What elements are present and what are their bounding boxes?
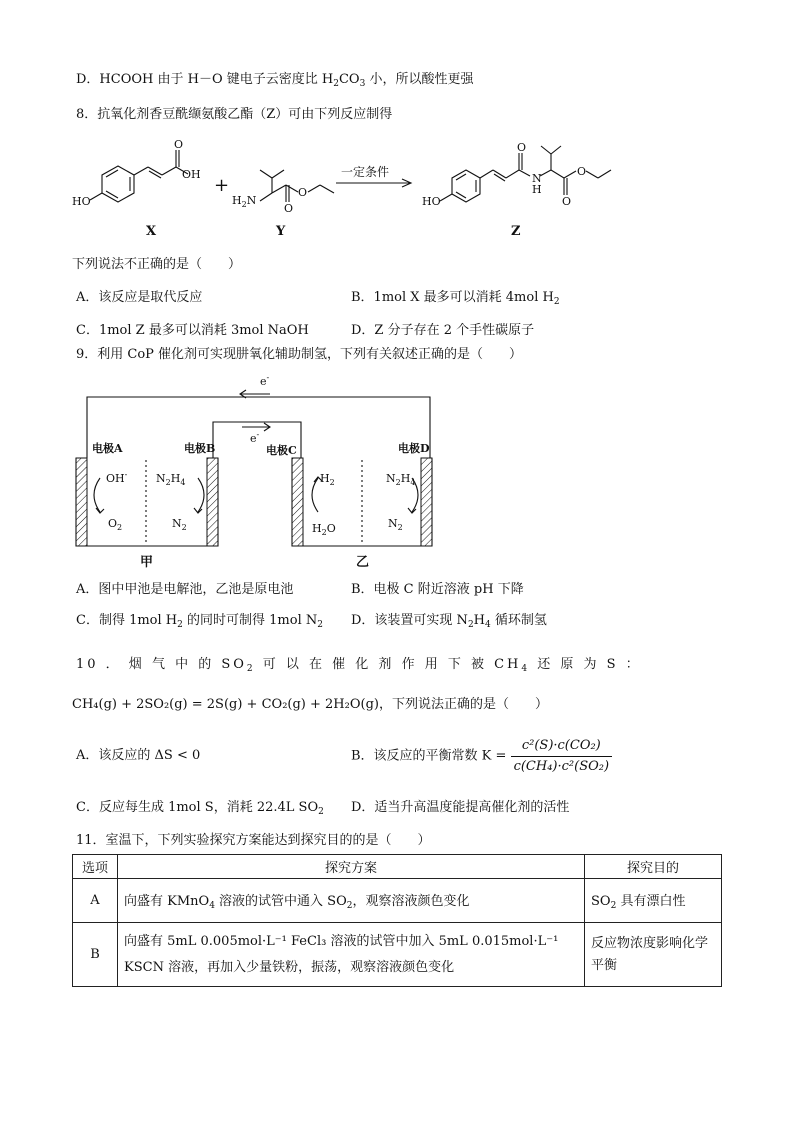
- q8-option-c: C．1mol Z 最多可以消耗 3mol NaOH: [76, 323, 309, 338]
- q10-option-b: [351, 736, 612, 777]
- subscript: 3: [359, 79, 366, 89]
- formula-part: CO: [338, 72, 360, 87]
- q10-option-b-text: B．该反应的平衡常数 K =: [351, 748, 507, 764]
- y-o-label: O: [284, 202, 294, 215]
- z-o-label: O: [517, 141, 527, 154]
- table-row: [73, 923, 722, 987]
- row-a-plan: [118, 879, 585, 923]
- header-option: 选项: [73, 855, 118, 879]
- electrode-b-label: 电极B: [184, 442, 216, 455]
- y-h2n-label: $H_2N$: [232, 194, 257, 209]
- electrode-c: [292, 458, 303, 546]
- z-h-label: H: [532, 183, 542, 196]
- label-z: Z: [511, 224, 521, 239]
- fraction-numerator: c²(S)·c(CO₂): [511, 736, 612, 757]
- subscript: 2: [246, 664, 256, 674]
- q9-option-d-end: 循环制氢: [490, 613, 547, 628]
- z-ester-o-label: O: [577, 165, 587, 178]
- plan-line-1: 向盛有 5mL 0.005mol·L⁻¹ FeCl₃ 溶液的试管中加入 5mL 0.015mol·L⁻¹: [124, 933, 559, 949]
- row-b-plan: [118, 923, 585, 987]
- oh-label: OH-: [106, 470, 128, 485]
- q10-option-c-text: C．反应每生成 1mol S，消耗 22.4L SO: [76, 800, 319, 815]
- plan-text: 向盛有 KMnO: [124, 894, 210, 909]
- q11-stem: 11．室温下，下列实验探究方案能达到探究目的的是（ ）: [76, 833, 431, 848]
- y-ester-o-label: O: [298, 186, 308, 199]
- table-row: [73, 879, 722, 923]
- n2-left-label: $N_2$: [172, 517, 187, 532]
- x-oh-label: OH: [182, 168, 201, 181]
- q11-table: [72, 854, 722, 987]
- cell-jia-label: 甲: [140, 555, 154, 570]
- q8-option-b-text: B．1mol X 最多可以消耗 4mol H: [351, 290, 554, 305]
- subscript: 2: [177, 620, 183, 630]
- header-goal: 探究目的: [585, 855, 722, 879]
- label-x: X: [146, 224, 157, 239]
- q9-option-a: A．图中甲池是电解池，乙池是原电池: [76, 582, 294, 597]
- z-ho-label: HO: [422, 195, 441, 208]
- q10-stem-part2: 可 以 在 催 化 剂 作 用 下 被 CH: [255, 657, 522, 672]
- q9-option-c-mid: 的同时可制得 1mol N: [182, 613, 318, 628]
- row-b-goal: 反应物浓度影响化学平衡: [585, 923, 722, 987]
- x-ho-label: HO: [72, 195, 91, 208]
- reaction-condition: 一定条件: [341, 165, 390, 179]
- n2h4-left-label: $N_2H_4$: [156, 472, 186, 487]
- fraction-denominator: c(CH₄)·c²(SO₂): [513, 759, 610, 774]
- subscript: 2: [346, 901, 353, 911]
- formula-part: H: [473, 613, 486, 628]
- electrode-d-label: 电极D: [398, 442, 430, 455]
- header-plan: 探究方案: [118, 855, 585, 879]
- q9-option-c-text: C．制得 1mol H: [76, 613, 178, 628]
- q10-equation-line: [72, 696, 548, 714]
- goal-text-end: 具有漂白性: [616, 894, 686, 909]
- q9-option-d: [351, 612, 547, 634]
- electron-mid-label: e-: [250, 430, 260, 445]
- plan-text-end: ，观察溶液颜色变化: [352, 894, 470, 909]
- n2h4-right-label: $N_2H_4$: [386, 472, 416, 487]
- label-y: Y: [276, 224, 286, 239]
- goal-text: SO: [591, 894, 611, 909]
- q10-stem: [76, 656, 642, 678]
- plan-line-2: KSCN 溶液，再加入少量铁粉，振荡，观察溶液颜色变化: [124, 959, 455, 975]
- subscript: 2: [610, 901, 617, 911]
- electrode-a: [76, 458, 87, 546]
- x-benzene-ring: [102, 166, 134, 202]
- row-a-goal: [585, 879, 722, 923]
- n2-right-label: $N_2$: [388, 517, 403, 532]
- q10-equation: CH₄(g) + 2SO₂(g) = 2S(g) + CO₂(g) + 2H₂O(g): [72, 697, 379, 712]
- table-header-row: [73, 855, 722, 879]
- plus-sign: +: [214, 175, 230, 196]
- q10-option-a-text: A．该反应的 ΔS: [76, 748, 173, 763]
- row-a-option: A: [73, 879, 118, 923]
- equilibrium-constant-fraction: [511, 736, 612, 777]
- subscript: 4: [485, 620, 491, 630]
- q8-reaction-scheme: [70, 138, 630, 242]
- subscript: 2: [553, 297, 560, 307]
- subscript: 2: [318, 807, 324, 817]
- electrode-b: [207, 458, 218, 546]
- q10-option-c: [76, 799, 324, 821]
- q7-option-d-text: D．HCOOH 由于 H－O 键电子云密度比 H: [76, 72, 334, 87]
- q9-option-b: B．电极 C 附近溶液 pH 下降: [351, 582, 524, 597]
- q10-stem-part3: 还 原 为 S ：: [530, 657, 642, 672]
- q7-option-d-end: 小，所以酸性更强: [365, 72, 474, 87]
- x-o-label: O: [174, 138, 184, 151]
- q9-stem: 9．利用 CoP 催化剂可实现肼氧化辅助制氢，下列有关叙述正确的是（ ）: [76, 347, 523, 362]
- q10-option-a: [76, 747, 200, 765]
- q8-option-b: [351, 289, 560, 311]
- row-b-option: B: [73, 923, 118, 987]
- q8-option-a: A．该反应是取代反应: [76, 290, 203, 305]
- q9-option-c: [76, 612, 323, 634]
- q10-option-a-end: < 0: [172, 748, 201, 763]
- subscript: 4: [209, 901, 215, 911]
- electron-top-label: e-: [260, 373, 270, 388]
- electrode-c-label: 电极C: [266, 444, 297, 457]
- q8-stem: 8．抗氧化剂香豆酰缬氨酸乙酯（Z）可由下列反应制得: [76, 107, 393, 122]
- plan-text-mid: 溶液的试管中通入 SO: [214, 894, 347, 909]
- q10-option-d: D．适当升高温度能提高催化剂的活性: [351, 800, 570, 815]
- q9-option-d-text: D．该装置可实现 N: [351, 613, 468, 628]
- electrode-d: [421, 458, 432, 546]
- z-n-label: N: [532, 172, 542, 185]
- q9-electrolysis-diagram: [70, 370, 450, 575]
- subscript: 2: [333, 79, 339, 89]
- q10-equation-tail: ，下列说法正确的是（ ）: [378, 697, 548, 712]
- q7-option-d: [76, 71, 473, 93]
- subscript: 2: [467, 620, 474, 630]
- q8-prompt: 下列说法不正确的是（ ）: [72, 257, 242, 272]
- q10-stem-part1: 10 ． 烟 气 中 的 SO: [76, 657, 247, 672]
- o2-label: $O_2$: [108, 517, 123, 532]
- cell-yi-label: 乙: [356, 555, 370, 570]
- h2-label: $H_2$: [320, 472, 335, 487]
- electrode-a-label: 电极A: [92, 442, 123, 455]
- h2o-label: $H_2O$: [312, 522, 336, 537]
- subscript: 2: [317, 620, 323, 630]
- subscript: 4: [521, 664, 531, 674]
- q8-option-d: D．Z 分子存在 2 个手性碳原子: [351, 323, 535, 338]
- z-carbonyl-o-label: O: [562, 195, 572, 208]
